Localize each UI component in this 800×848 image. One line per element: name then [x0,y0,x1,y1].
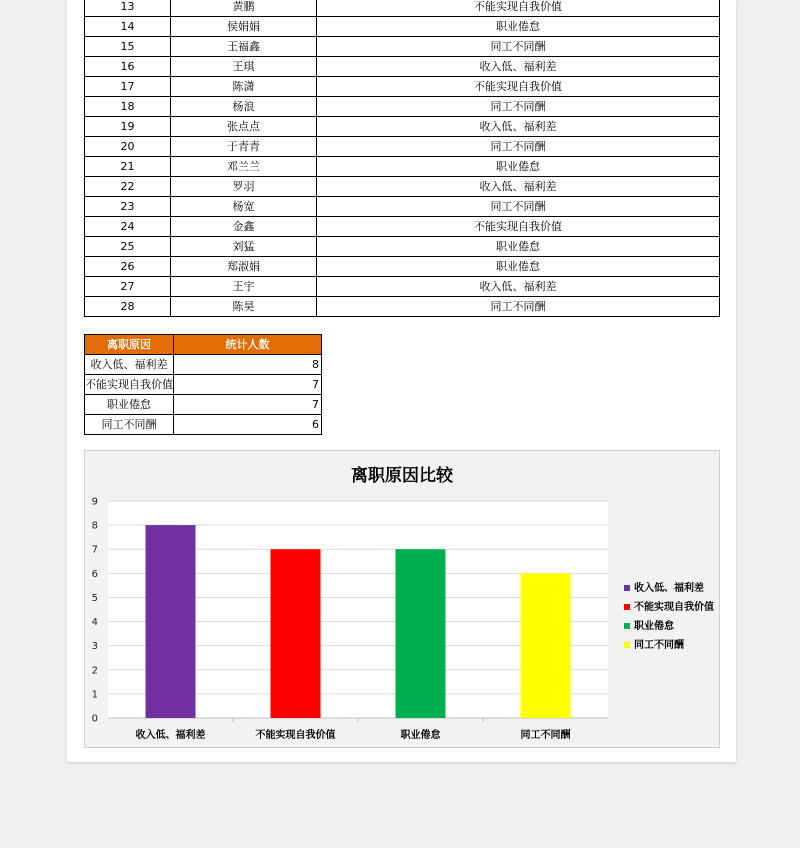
table-row [85,277,720,297]
table-row [85,157,720,177]
leave-reason-cell[interactable]: 职业倦怠 [317,237,720,257]
legend-label: 同工不同酬 [634,640,684,651]
row-number-cell[interactable]: 26 [85,257,171,277]
summary-row [85,415,322,435]
y-tick-label: 5 [91,592,98,604]
legend-label: 职业倦怠 [634,621,674,632]
leave-reason-cell[interactable]: 收入低、福利差 [317,277,720,297]
employee-name-cell[interactable]: 刘猛 [171,237,317,257]
row-number-cell[interactable]: 18 [85,97,171,117]
summary-count-cell[interactable]: 7 [174,375,322,395]
row-number-cell[interactable]: 20 [85,137,171,157]
employee-name-cell[interactable]: 罗羽 [171,177,317,197]
leave-reason-cell[interactable]: 同工不同酬 [317,137,720,157]
legend-swatch [624,623,630,629]
summary-count-cell[interactable]: 8 [174,355,322,375]
row-number-cell[interactable]: 22 [85,177,171,197]
legend-swatch [624,604,630,610]
table-row [85,257,720,277]
x-category-label: 不能实现自我价值 [255,730,336,741]
row-number-cell[interactable]: 15 [85,37,171,57]
table-row [85,217,720,237]
summary-count-cell[interactable]: 6 [174,415,322,435]
table-row [85,0,720,17]
chart-area[interactable] [84,450,720,748]
bar [521,573,571,718]
row-number-cell[interactable]: 14 [85,17,171,37]
table-row [85,57,720,77]
table-row [85,17,720,37]
employee-name-cell[interactable]: 郑淑娟 [171,257,317,277]
bar [146,525,196,718]
employee-name-cell[interactable]: 金鑫 [171,217,317,237]
leave-reason-cell[interactable]: 不能实现自我价值 [317,77,720,97]
table-row [85,237,720,257]
y-tick-label: 0 [91,713,98,725]
row-number-cell[interactable]: 27 [85,277,171,297]
row-number-cell[interactable]: 19 [85,117,171,137]
employee-name-cell[interactable]: 于青青 [171,137,317,157]
bar [396,549,446,718]
row-number-cell[interactable]: 21 [85,157,171,177]
table-row [85,117,720,137]
summary-reason-cell[interactable]: 职业倦怠 [85,395,174,415]
employee-name-cell[interactable]: 黄鹏 [171,0,317,17]
bar [271,549,321,718]
summary-count-cell[interactable]: 7 [174,395,322,415]
summary-table [84,334,322,435]
employee-name-cell[interactable]: 陈昊 [171,297,317,317]
employee-name-cell[interactable]: 杨宽 [171,197,317,217]
table-row [85,77,720,97]
legend-swatch [624,585,630,591]
chart-title: 离职原因比较 [351,466,453,486]
bar-chart [85,451,719,747]
y-tick-label: 9 [91,496,98,508]
summary-row [85,355,322,375]
y-tick-label: 3 [91,641,98,653]
employee-name-cell[interactable]: 王琪 [171,57,317,77]
leave-reason-cell[interactable]: 职业倦怠 [317,257,720,277]
employee-table [84,0,720,317]
leave-reason-cell[interactable]: 收入低、福利差 [317,177,720,197]
legend-label: 不能实现自我价值 [634,602,714,613]
row-number-cell[interactable]: 24 [85,217,171,237]
y-tick-label: 7 [91,544,98,556]
employee-name-cell[interactable]: 陈潇 [171,77,317,97]
employee-name-cell[interactable]: 杨浪 [171,97,317,117]
leave-reason-cell[interactable]: 职业倦怠 [317,17,720,37]
x-category-label: 同工不同酬 [520,730,571,741]
y-tick-label: 2 [91,665,98,677]
legend-label: 收入低、福利差 [634,583,704,594]
employee-name-cell[interactable]: 王宇 [171,277,317,297]
table-row [85,177,720,197]
worksheet [67,0,736,762]
employee-name-cell[interactable]: 侯娟娟 [171,17,317,37]
row-number-cell[interactable]: 16 [85,57,171,77]
leave-reason-cell[interactable]: 同工不同酬 [317,297,720,317]
leave-reason-cell[interactable]: 职业倦怠 [317,157,720,177]
row-number-cell[interactable]: 23 [85,197,171,217]
x-category-label: 收入低、福利差 [135,730,206,741]
leave-reason-cell[interactable]: 同工不同酬 [317,197,720,217]
employee-name-cell[interactable]: 王福鑫 [171,37,317,57]
leave-reason-cell[interactable]: 同工不同酬 [317,97,720,117]
y-tick-label: 1 [91,689,98,701]
summary-row [85,375,322,395]
summary-reason-cell[interactable]: 收入低、福利差 [85,355,174,375]
table-row [85,137,720,157]
summary-header-reason[interactable]: 离职原因 [85,335,174,355]
leave-reason-cell[interactable]: 不能实现自我价值 [317,217,720,237]
leave-reason-cell[interactable]: 同工不同酬 [317,37,720,57]
y-tick-label: 4 [91,617,98,629]
table-row [85,97,720,117]
summary-reason-cell[interactable]: 不能实现自我价值 [85,375,174,395]
row-number-cell[interactable]: 17 [85,77,171,97]
leave-reason-cell[interactable]: 不能实现自我价值 [317,0,720,17]
x-category-label: 职业倦怠 [400,730,441,741]
table-row [85,297,720,317]
row-number-cell[interactable]: 25 [85,237,171,257]
row-number-cell[interactable]: 13 [85,0,171,17]
leave-reason-cell[interactable]: 收入低、福利差 [317,57,720,77]
table-row [85,197,720,217]
summary-header-row [85,335,322,355]
summary-header-count[interactable]: 统计人数 [174,335,322,355]
legend-swatch [624,642,630,648]
employee-name-cell[interactable]: 张点点 [171,117,317,137]
summary-reason-cell[interactable]: 同工不同酬 [85,415,174,435]
employee-name-cell[interactable]: 邓兰兰 [171,157,317,177]
leave-reason-cell[interactable]: 收入低、福利差 [317,117,720,137]
summary-row [85,395,322,415]
table-row [85,37,720,57]
y-tick-label: 6 [91,568,98,580]
y-tick-label: 8 [91,520,98,532]
row-number-cell[interactable]: 28 [85,297,171,317]
